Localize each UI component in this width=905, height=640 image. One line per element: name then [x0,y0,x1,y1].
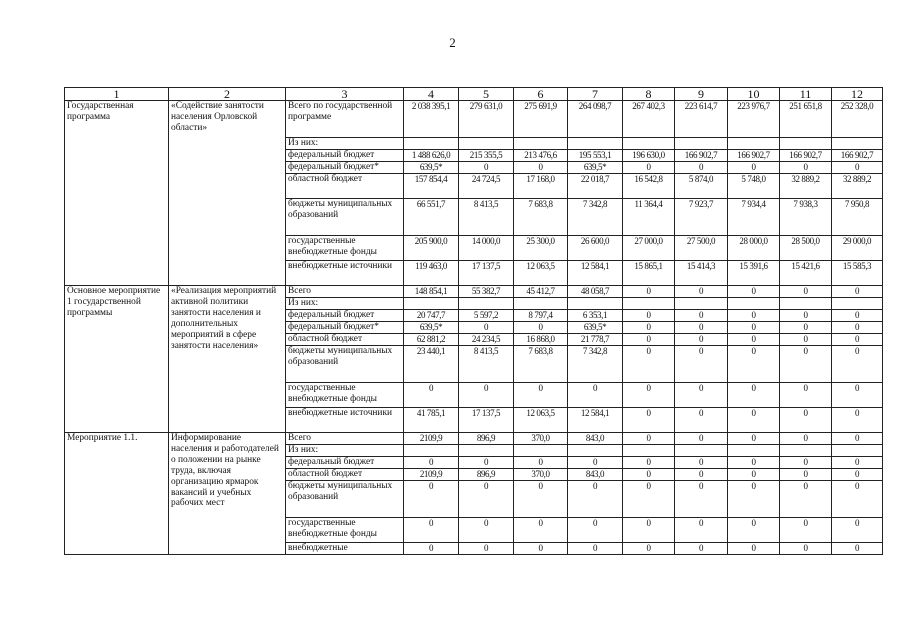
value-cell: 251 651,8 [780,101,832,138]
value-cell: 62 881,2 [404,334,459,346]
value-cell: 41 785,1 [404,408,459,433]
value-cell: 0 [675,408,728,433]
value-cell: 0 [832,310,883,322]
value-cell: 28 500,0 [780,236,832,261]
value-cell: 0 [568,518,623,543]
value-cell: 157 854,4 [404,174,459,199]
value-cell: 275 691,9 [514,101,568,138]
value-cell: 11 364,4 [623,199,675,236]
value-cell: 12 063,5 [514,261,568,286]
value-cell: 7 342,8 [568,346,623,383]
funding-source-cell: внебюджетные [286,543,404,555]
value-cell: 0 [623,346,675,383]
value-cell: 28 000,0 [728,236,780,261]
value-cell [675,445,728,457]
value-cell: 0 [832,322,883,334]
value-cell: 0 [568,481,623,518]
value-cell: 0 [728,383,780,408]
value-cell: 0 [832,162,883,174]
value-cell: 7 938,3 [780,199,832,236]
value-cell: 2109,9 [404,469,459,481]
funding-source-cell: федеральный бюджет [286,150,404,162]
value-cell: 16 868,0 [514,334,568,346]
funding-source-cell: федеральный бюджет* [286,322,404,334]
value-cell: 20 747,7 [404,310,459,322]
value-cell: 8 413,5 [459,346,514,383]
table-row [65,286,883,298]
value-cell: 0 [675,433,728,445]
value-cell: 119 463,0 [404,261,459,286]
program-name-cell: «Реализация мероприятий активной политики занятости населения и дополнительных мероприятий в сфере занятости населения» [169,286,286,433]
value-cell: 0 [514,457,568,469]
column-number: 7 [568,88,623,101]
value-cell: 279 631,0 [459,101,514,138]
value-cell: 0 [832,433,883,445]
value-cell: 0 [514,481,568,518]
value-cell: 223 976,7 [728,101,780,138]
value-cell [404,138,459,150]
value-cell: 148 854,1 [404,286,459,298]
value-cell: 0 [728,310,780,322]
value-cell: 27 500,0 [675,236,728,261]
value-cell: 0 [832,469,883,481]
value-cell: 0 [623,481,675,518]
value-cell: 0 [623,457,675,469]
funding-source-cell: Из них: [286,138,404,150]
value-cell [459,298,514,310]
program-cell: Основное мероприятие 1 государственной программы [65,286,169,433]
value-cell: 15 421,6 [780,261,832,286]
column-number: 2 [169,88,286,101]
value-cell [404,445,459,457]
value-cell: 7 683,8 [514,346,568,383]
funding-source-cell: областной бюджет [286,174,404,199]
value-cell: 166 902,7 [675,150,728,162]
value-cell: 22 018,7 [568,174,623,199]
value-cell: 0 [780,543,832,555]
value-cell: 0 [623,162,675,174]
value-cell: 5 597,2 [459,310,514,322]
value-cell: 0 [568,543,623,555]
value-cell: 32 889,2 [780,174,832,199]
value-cell: 15 865,1 [623,261,675,286]
value-cell: 896,9 [459,433,514,445]
column-number-row [65,88,883,101]
funding-source-cell: государственные внебюджетные фонды [286,518,404,543]
value-cell: 0 [568,383,623,408]
value-cell [675,298,728,310]
value-cell: 166 902,7 [728,150,780,162]
column-number: 5 [459,88,514,101]
funding-source-cell: государственные внебюджетные фонды [286,383,404,408]
value-cell [728,138,780,150]
value-cell: 267 402,3 [623,101,675,138]
value-cell [514,138,568,150]
value-cell: 0 [832,346,883,383]
value-cell: 0 [404,481,459,518]
funding-source-cell: Из них: [286,298,404,310]
value-cell: 5 874,0 [675,174,728,199]
value-cell: 0 [780,322,832,334]
value-cell: 12 063,5 [514,408,568,433]
value-cell [623,298,675,310]
value-cell: 0 [404,518,459,543]
value-cell: 16 542,8 [623,174,675,199]
value-cell: 15 414,3 [675,261,728,286]
value-cell: 0 [832,481,883,518]
value-cell: 0 [832,383,883,408]
value-cell: 0 [780,162,832,174]
program-cell: Государственная программа [65,101,169,286]
funding-source-cell: бюджеты муниципальных образований [286,346,404,383]
value-cell: 26 600,0 [568,236,623,261]
value-cell: 0 [459,383,514,408]
value-cell [459,445,514,457]
value-cell [623,445,675,457]
value-cell: 15 585,3 [832,261,883,286]
value-cell: 0 [623,518,675,543]
value-cell: 0 [514,162,568,174]
value-cell: 0 [728,322,780,334]
value-cell: 0 [675,518,728,543]
value-cell: 7 950,8 [832,199,883,236]
value-cell: 24 724,5 [459,174,514,199]
value-cell: 0 [459,518,514,543]
value-cell: 0 [623,383,675,408]
value-cell: 24 234,5 [459,334,514,346]
value-cell: 0 [623,322,675,334]
value-cell: 0 [832,543,883,555]
value-cell: 66 551,7 [404,199,459,236]
funding-source-cell: Всего [286,433,404,445]
program-cell: Мероприятие 1.1. [65,433,169,555]
value-cell: 0 [675,162,728,174]
value-cell: 0 [623,543,675,555]
value-cell: 29 000,0 [832,236,883,261]
value-cell: 0 [623,469,675,481]
value-cell: 0 [728,334,780,346]
funding-source-cell: федеральный бюджет [286,310,404,322]
value-cell: 0 [832,457,883,469]
value-cell: 0 [780,518,832,543]
value-cell: 0 [780,457,832,469]
value-cell: 0 [623,408,675,433]
value-cell: 0 [675,469,728,481]
value-cell: 0 [459,543,514,555]
value-cell: 17 137,5 [459,261,514,286]
value-cell: 14 000,0 [459,236,514,261]
value-cell: 1 488 626,0 [404,150,459,162]
value-cell: 0 [568,457,623,469]
value-cell: 7 923,7 [675,199,728,236]
value-cell: 0 [514,543,568,555]
value-cell: 15 391,6 [728,261,780,286]
value-cell: 8 797,4 [514,310,568,322]
value-cell: 166 902,7 [780,150,832,162]
table-row [65,101,883,138]
funding-source-cell: Всего [286,286,404,298]
value-cell: 0 [780,346,832,383]
value-cell: 0 [728,518,780,543]
value-cell: 0 [404,543,459,555]
budget-table [64,87,883,555]
table-row [65,433,883,445]
value-cell [780,138,832,150]
program-name-cell: Информирование населения и работодателей о положении на рынке труда, включая организацию ярмарок вакансий и учебных рабочих мест [169,433,286,555]
value-cell: 843,0 [568,469,623,481]
value-cell: 7 934,4 [728,199,780,236]
funding-source-cell: областной бюджет [286,469,404,481]
funding-source-cell: федеральный бюджет [286,457,404,469]
value-cell: 0 [728,543,780,555]
value-cell [514,298,568,310]
value-cell: 0 [675,286,728,298]
value-cell: 0 [728,408,780,433]
value-cell: 0 [832,286,883,298]
value-cell [675,138,728,150]
value-cell: 32 889,2 [832,174,883,199]
value-cell: 843,0 [568,433,623,445]
value-cell: 0 [780,286,832,298]
funding-source-cell: Из них: [286,445,404,457]
value-cell [832,298,883,310]
funding-source-cell: Всего по государственной программе [286,101,404,138]
value-cell: 0 [780,310,832,322]
column-number: 11 [780,88,832,101]
value-cell: 215 355,5 [459,150,514,162]
value-cell: 0 [780,469,832,481]
value-cell: 0 [832,518,883,543]
value-cell: 0 [728,286,780,298]
value-cell: 370,0 [514,433,568,445]
value-cell: 896,9 [459,469,514,481]
value-cell: 21 778,7 [568,334,623,346]
value-cell: 196 630,0 [623,150,675,162]
value-cell: 8 413,5 [459,199,514,236]
value-cell: 0 [675,334,728,346]
value-cell: 0 [623,286,675,298]
value-cell: 45 412,7 [514,286,568,298]
value-cell: 12 584,1 [568,408,623,433]
value-cell: 0 [728,469,780,481]
value-cell: 0 [780,481,832,518]
value-cell: 0 [623,334,675,346]
value-cell: 7 683,8 [514,199,568,236]
value-cell: 0 [728,481,780,518]
column-number: 10 [728,88,780,101]
value-cell: 0 [404,457,459,469]
funding-source-cell: внебюджетные источники [286,261,404,286]
value-cell: 252 328,0 [832,101,883,138]
column-number: 6 [514,88,568,101]
value-cell: 0 [459,457,514,469]
value-cell: 0 [514,322,568,334]
value-cell [780,298,832,310]
value-cell [568,445,623,457]
column-number: 8 [623,88,675,101]
value-cell: 0 [728,457,780,469]
value-cell: 0 [623,310,675,322]
value-cell: 17 168,0 [514,174,568,199]
value-cell: 0 [780,408,832,433]
value-cell: 639,5* [404,162,459,174]
value-cell [832,138,883,150]
funding-source-cell: государственные внебюджетные фонды [286,236,404,261]
value-cell: 0 [514,383,568,408]
value-cell [728,445,780,457]
value-cell: 639,5* [568,162,623,174]
value-cell [459,138,514,150]
value-cell: 0 [780,334,832,346]
value-cell: 0 [459,162,514,174]
funding-source-cell: бюджеты муниципальных образований [286,199,404,236]
value-cell: 25 300,0 [514,236,568,261]
funding-source-cell: внебюджетные источники [286,408,404,433]
value-cell: 0 [780,433,832,445]
value-cell [568,138,623,150]
value-cell [832,445,883,457]
value-cell: 2109,9 [404,433,459,445]
column-number: 3 [286,88,404,101]
value-cell: 48 058,7 [568,286,623,298]
funding-source-cell: бюджеты муниципальных образований [286,481,404,518]
value-cell [514,445,568,457]
value-cell: 0 [675,346,728,383]
value-cell: 0 [675,310,728,322]
value-cell: 7 342,8 [568,199,623,236]
value-cell: 23 440,1 [404,346,459,383]
value-cell [780,445,832,457]
value-cell [404,298,459,310]
value-cell: 17 137,5 [459,408,514,433]
value-cell: 639,5* [404,322,459,334]
value-cell: 0 [728,162,780,174]
value-cell [623,138,675,150]
value-cell: 6 353,1 [568,310,623,322]
value-cell: 2 038 395,1 [404,101,459,138]
value-cell: 0 [675,322,728,334]
value-cell: 55 382,7 [459,286,514,298]
value-cell: 0 [623,433,675,445]
page-number: 2 [449,35,456,50]
value-cell: 0 [514,518,568,543]
value-cell: 223 614,7 [675,101,728,138]
funding-source-cell: областной бюджет [286,334,404,346]
column-number: 12 [832,88,883,101]
program-name-cell: «Содействие занятости населения Орловской области» [169,101,286,286]
value-cell: 195 553,1 [568,150,623,162]
value-cell: 0 [728,433,780,445]
value-cell: 0 [675,481,728,518]
value-cell: 0 [675,383,728,408]
value-cell: 0 [459,481,514,518]
value-cell: 0 [832,334,883,346]
value-cell: 0 [404,383,459,408]
value-cell: 0 [728,346,780,383]
column-number: 4 [404,88,459,101]
value-cell: 213 476,6 [514,150,568,162]
value-cell: 0 [675,457,728,469]
value-cell [568,298,623,310]
value-cell: 27 000,0 [623,236,675,261]
value-cell: 205 900,0 [404,236,459,261]
value-cell: 264 098,7 [568,101,623,138]
value-cell: 0 [832,408,883,433]
value-cell [728,298,780,310]
value-cell: 0 [459,322,514,334]
value-cell: 639,5* [568,322,623,334]
value-cell: 5 748,0 [728,174,780,199]
column-number: 9 [675,88,728,101]
column-number: 1 [65,88,169,101]
value-cell: 370,0 [514,469,568,481]
value-cell: 166 902,7 [832,150,883,162]
value-cell: 0 [675,543,728,555]
value-cell: 0 [780,383,832,408]
funding-source-cell: федеральный бюджет* [286,162,404,174]
value-cell: 12 584,1 [568,261,623,286]
